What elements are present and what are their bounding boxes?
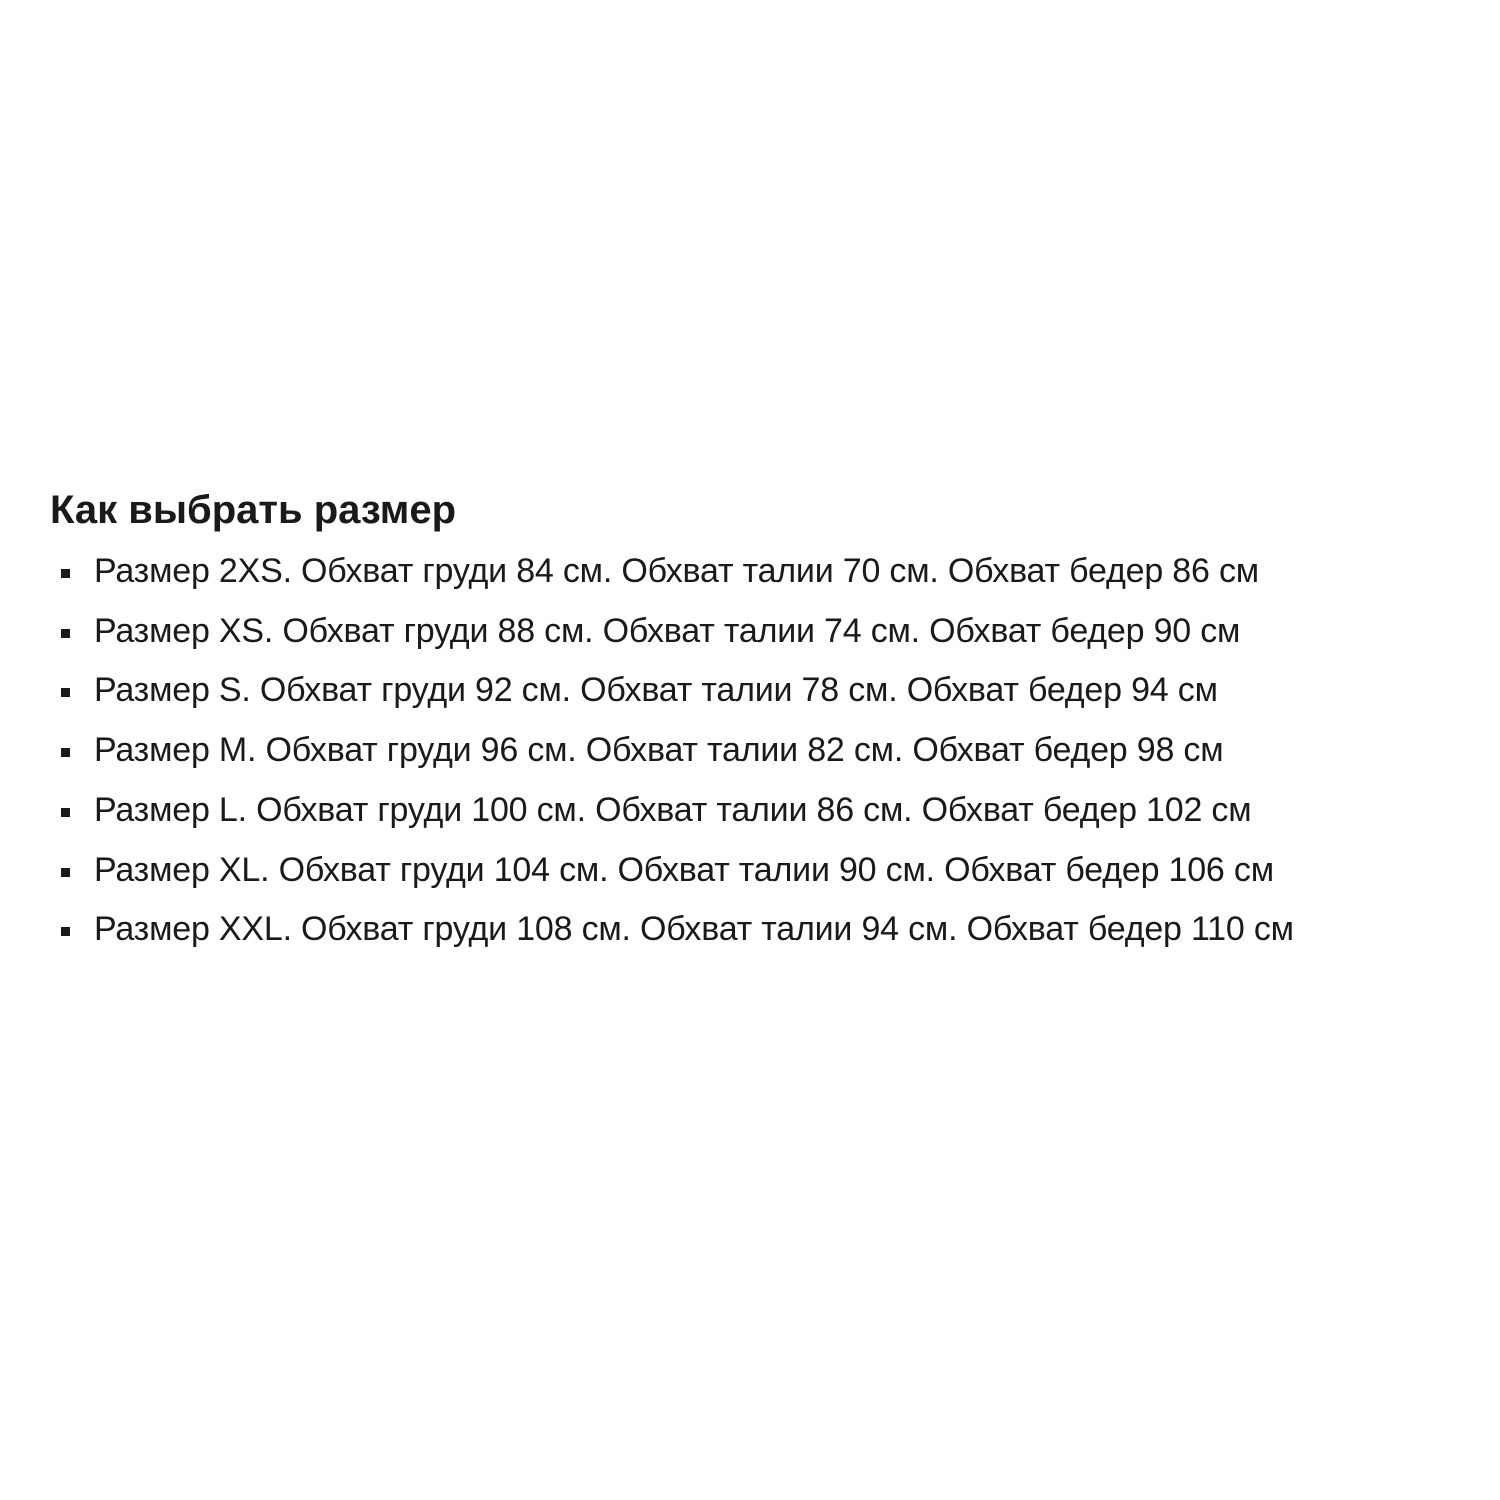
- size-guide: [50, 480, 1490, 960]
- bullet-square-icon: [61, 688, 70, 697]
- list-item-s: [50, 661, 1490, 721]
- list-item-text: Размер XS. Обхват груди 88 см. Обхват талии 74 см. Обхват бедер 90 см: [94, 611, 1241, 650]
- list-item-text: Размер XXL. Обхват груди 108 см. Обхват талии 94 см. Обхват бедер 110 см: [94, 910, 1294, 949]
- list-item-m: [50, 721, 1490, 781]
- list-item-text: Размер 2XS. Обхват груди 84 см. Обхват талии 70 см. Обхват бедер 86 см: [94, 552, 1259, 590]
- bullet-square-icon: [61, 569, 70, 578]
- list-item-xxl: [50, 900, 1490, 960]
- bullet-square-icon: [61, 808, 70, 817]
- size-guide-title: Как выбрать размер: [50, 488, 457, 532]
- bullet-square-icon: [61, 748, 70, 757]
- list-item-2xs: [50, 542, 1490, 602]
- list-item-text: Размер M. Обхват груди 96 см. Обхват талии 82 см. Обхват бедер 98 см: [94, 731, 1224, 770]
- bullet-square-icon: [61, 868, 70, 877]
- size-list: [50, 542, 1490, 960]
- list-item-l: [50, 781, 1490, 841]
- list-item-text: Размер S. Обхват груди 92 см. Обхват талии 78 см. Обхват бедер 94 см: [94, 671, 1218, 710]
- list-item-text: Размер XL. Обхват груди 104 см. Обхват талии 90 см. Обхват бедер 106 см: [94, 850, 1274, 889]
- list-item-xs: [50, 602, 1490, 662]
- list-item-xl: [50, 841, 1490, 901]
- bullet-square-icon: [61, 927, 70, 936]
- list-item-text: Размер L. Обхват груди 100 см. Обхват талии 86 см. Обхват бедер 102 см: [94, 790, 1252, 829]
- bullet-square-icon: [61, 629, 70, 638]
